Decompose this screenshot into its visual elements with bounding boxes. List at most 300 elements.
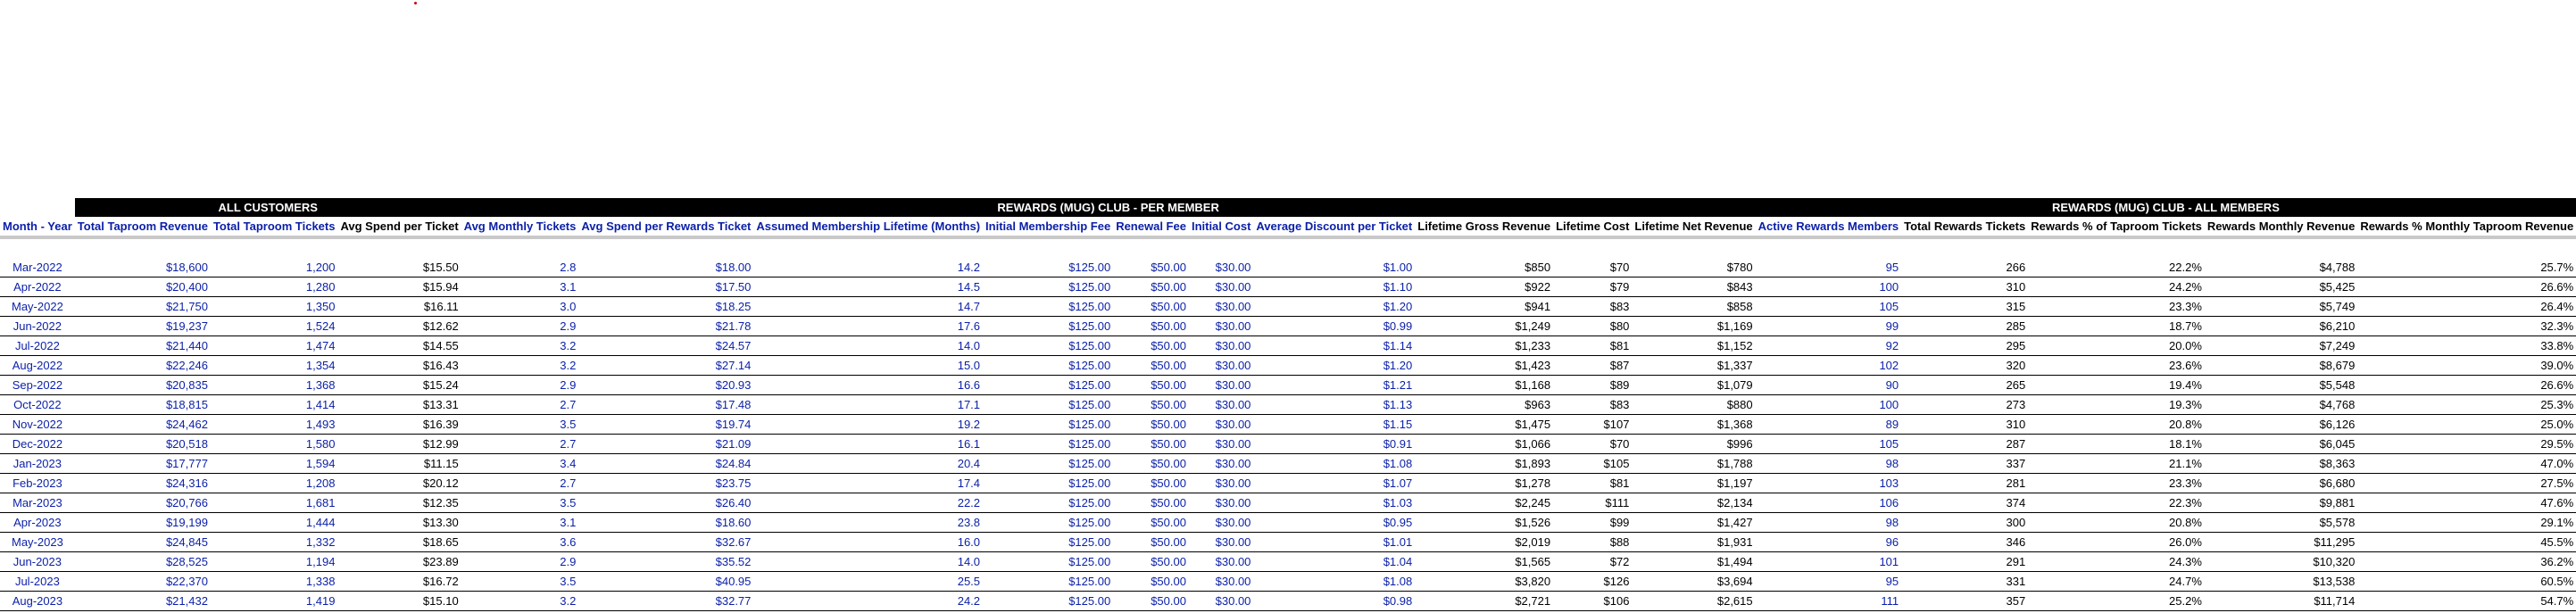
cell-rewards-pct-taproom-tickets[interactable]: 23.3% xyxy=(2028,297,2205,317)
cell-renewal-fee[interactable]: $50.00 xyxy=(1113,454,1189,474)
cell-initial-cost[interactable]: $30.00 xyxy=(1189,592,1253,611)
cell-avg-spend-per-rewards-ticket[interactable]: $19.74 xyxy=(578,415,753,435)
cell-lifetime-cost[interactable]: $106 xyxy=(1553,592,1632,611)
cell-assumed-membership-lifetime[interactable]: 16.1 xyxy=(753,435,983,454)
cell-average-discount-per-ticket[interactable]: $1.08 xyxy=(1253,454,1415,474)
cell-initial-cost[interactable]: $30.00 xyxy=(1189,533,1253,552)
cell-lifetime-gross-revenue[interactable]: $1,278 xyxy=(1415,474,1553,493)
cell-total-taproom-tickets[interactable]: 1,493 xyxy=(211,415,338,435)
cell-avg-spend-per-ticket[interactable]: $16.43 xyxy=(337,356,461,376)
cell-avg-spend-per-rewards-ticket[interactable]: $27.14 xyxy=(578,356,753,376)
cell-lifetime-gross-revenue[interactable]: $2,019 xyxy=(1415,533,1553,552)
cell-lifetime-net-revenue[interactable]: $1,494 xyxy=(1632,552,1755,572)
cell-rewards-pct-taproom-tickets[interactable]: 24.7% xyxy=(2028,572,2205,592)
cell-average-discount-per-ticket[interactable]: $1.07 xyxy=(1253,474,1415,493)
cell-rewards-pct-taproom-tickets[interactable]: 22.2% xyxy=(2028,258,2205,278)
cell-rewards-monthly-revenue[interactable]: $11,714 xyxy=(2205,592,2357,611)
cell-initial-membership-fee[interactable]: $125.00 xyxy=(983,278,1113,297)
cell-lifetime-net-revenue[interactable]: $1,427 xyxy=(1632,513,1755,533)
cell-rewards-monthly-revenue[interactable]: $6,126 xyxy=(2205,415,2357,435)
cell-rewards-pct-taproom-tickets[interactable]: 21.1% xyxy=(2028,454,2205,474)
cell-active-rewards-members[interactable]: 98 xyxy=(1756,454,1902,474)
cell-lifetime-net-revenue[interactable]: $2,134 xyxy=(1632,493,1755,513)
cell-initial-membership-fee[interactable]: $125.00 xyxy=(983,415,1113,435)
cell-initial-cost[interactable]: $30.00 xyxy=(1189,395,1253,415)
cell-initial-cost[interactable]: $30.00 xyxy=(1189,474,1253,493)
cell-initial-cost[interactable]: $30.00 xyxy=(1189,317,1253,336)
cell-rewards-pct-monthly-taproom-revenue[interactable]: 27.5% xyxy=(2357,474,2576,493)
cell-total-taproom-tickets[interactable]: 1,280 xyxy=(211,278,338,297)
cell-rewards-monthly-revenue[interactable]: $9,881 xyxy=(2205,493,2357,513)
cell-lifetime-gross-revenue[interactable]: $941 xyxy=(1415,297,1553,317)
cell-active-rewards-members[interactable]: 106 xyxy=(1756,493,1902,513)
cell-month-year[interactable]: Jul-2023 xyxy=(0,572,75,592)
cell-initial-membership-fee[interactable]: $125.00 xyxy=(983,395,1113,415)
cell-lifetime-gross-revenue[interactable]: $1,475 xyxy=(1415,415,1553,435)
cell-lifetime-cost[interactable]: $126 xyxy=(1553,572,1632,592)
cell-renewal-fee[interactable]: $50.00 xyxy=(1113,258,1189,278)
cell-avg-spend-per-rewards-ticket[interactable]: $24.84 xyxy=(578,454,753,474)
cell-renewal-fee[interactable]: $50.00 xyxy=(1113,356,1189,376)
cell-rewards-pct-monthly-taproom-revenue[interactable]: 47.0% xyxy=(2357,454,2576,474)
cell-lifetime-gross-revenue[interactable]: $2,721 xyxy=(1415,592,1553,611)
cell-avg-monthly-tickets[interactable]: 2.9 xyxy=(461,552,579,572)
cell-average-discount-per-ticket[interactable]: $1.08 xyxy=(1253,572,1415,592)
cell-rewards-pct-monthly-taproom-revenue[interactable]: 26.6% xyxy=(2357,278,2576,297)
cell-assumed-membership-lifetime[interactable]: 24.2 xyxy=(753,592,983,611)
cell-total-rewards-tickets[interactable]: 273 xyxy=(1901,395,2028,415)
cell-lifetime-cost[interactable]: $87 xyxy=(1553,356,1632,376)
cell-initial-membership-fee[interactable]: $125.00 xyxy=(983,592,1113,611)
cell-renewal-fee[interactable]: $50.00 xyxy=(1113,395,1189,415)
cell-assumed-membership-lifetime[interactable]: 14.2 xyxy=(753,258,983,278)
cell-total-rewards-tickets[interactable]: 374 xyxy=(1901,493,2028,513)
cell-rewards-pct-taproom-tickets[interactable]: 19.3% xyxy=(2028,395,2205,415)
cell-total-rewards-tickets[interactable]: 315 xyxy=(1901,297,2028,317)
cell-avg-spend-per-rewards-ticket[interactable]: $18.25 xyxy=(578,297,753,317)
cell-lifetime-gross-revenue[interactable]: $1,893 xyxy=(1415,454,1553,474)
cell-initial-membership-fee[interactable]: $125.00 xyxy=(983,454,1113,474)
cell-total-taproom-revenue[interactable]: $17,777 xyxy=(75,454,211,474)
cell-initial-cost[interactable]: $30.00 xyxy=(1189,258,1253,278)
cell-avg-spend-per-ticket[interactable]: $15.24 xyxy=(337,376,461,395)
cell-avg-spend-per-ticket[interactable]: $16.72 xyxy=(337,572,461,592)
cell-lifetime-net-revenue[interactable]: $2,615 xyxy=(1632,592,1755,611)
cell-lifetime-cost[interactable]: $99 xyxy=(1553,513,1632,533)
cell-avg-spend-per-ticket[interactable]: $11.15 xyxy=(337,454,461,474)
cell-avg-spend-per-rewards-ticket[interactable]: $35.52 xyxy=(578,552,753,572)
cell-rewards-pct-taproom-tickets[interactable]: 22.3% xyxy=(2028,493,2205,513)
cell-rewards-pct-monthly-taproom-revenue[interactable]: 32.3% xyxy=(2357,317,2576,336)
cell-total-rewards-tickets[interactable]: 281 xyxy=(1901,474,2028,493)
cell-lifetime-cost[interactable]: $70 xyxy=(1553,258,1632,278)
cell-total-rewards-tickets[interactable]: 357 xyxy=(1901,592,2028,611)
cell-avg-spend-per-rewards-ticket[interactable]: $40.95 xyxy=(578,572,753,592)
cell-avg-spend-per-rewards-ticket[interactable]: $18.00 xyxy=(578,258,753,278)
cell-rewards-pct-monthly-taproom-revenue[interactable]: 29.5% xyxy=(2357,435,2576,454)
cell-avg-monthly-tickets[interactable]: 3.2 xyxy=(461,356,579,376)
cell-assumed-membership-lifetime[interactable]: 23.8 xyxy=(753,513,983,533)
cell-total-taproom-tickets[interactable]: 1,200 xyxy=(211,258,338,278)
cell-lifetime-cost[interactable]: $70 xyxy=(1553,435,1632,454)
cell-rewards-pct-taproom-tickets[interactable]: 20.0% xyxy=(2028,336,2205,356)
cell-month-year[interactable]: Mar-2023 xyxy=(0,493,75,513)
cell-rewards-monthly-revenue[interactable]: $6,045 xyxy=(2205,435,2357,454)
cell-active-rewards-members[interactable]: 105 xyxy=(1756,297,1902,317)
cell-month-year[interactable]: Oct-2022 xyxy=(0,395,75,415)
cell-total-rewards-tickets[interactable]: 291 xyxy=(1901,552,2028,572)
cell-initial-cost[interactable]: $30.00 xyxy=(1189,376,1253,395)
cell-assumed-membership-lifetime[interactable]: 14.5 xyxy=(753,278,983,297)
cell-active-rewards-members[interactable]: 105 xyxy=(1756,435,1902,454)
cell-total-taproom-revenue[interactable]: $22,370 xyxy=(75,572,211,592)
cell-initial-cost[interactable]: $30.00 xyxy=(1189,297,1253,317)
cell-renewal-fee[interactable]: $50.00 xyxy=(1113,474,1189,493)
cell-avg-monthly-tickets[interactable]: 2.8 xyxy=(461,258,579,278)
cell-lifetime-net-revenue[interactable]: $843 xyxy=(1632,278,1755,297)
cell-month-year[interactable]: Aug-2022 xyxy=(0,356,75,376)
cell-total-taproom-tickets[interactable]: 1,368 xyxy=(211,376,338,395)
cell-total-taproom-revenue[interactable]: $19,237 xyxy=(75,317,211,336)
cell-rewards-pct-taproom-tickets[interactable]: 23.3% xyxy=(2028,474,2205,493)
cell-total-taproom-tickets[interactable]: 1,414 xyxy=(211,395,338,415)
cell-lifetime-gross-revenue[interactable]: $2,245 xyxy=(1415,493,1553,513)
cell-total-rewards-tickets[interactable]: 320 xyxy=(1901,356,2028,376)
cell-total-taproom-tickets[interactable]: 1,350 xyxy=(211,297,338,317)
cell-rewards-pct-monthly-taproom-revenue[interactable]: 45.5% xyxy=(2357,533,2576,552)
cell-renewal-fee[interactable]: $50.00 xyxy=(1113,336,1189,356)
cell-rewards-monthly-revenue[interactable]: $7,249 xyxy=(2205,336,2357,356)
cell-month-year[interactable]: Jun-2023 xyxy=(0,552,75,572)
cell-rewards-pct-taproom-tickets[interactable]: 19.4% xyxy=(2028,376,2205,395)
cell-rewards-pct-monthly-taproom-revenue[interactable]: 54.7% xyxy=(2357,592,2576,611)
cell-avg-spend-per-ticket[interactable]: $13.31 xyxy=(337,395,461,415)
cell-avg-spend-per-ticket[interactable]: $16.11 xyxy=(337,297,461,317)
cell-month-year[interactable]: Dec-2022 xyxy=(0,435,75,454)
cell-lifetime-net-revenue[interactable]: $780 xyxy=(1632,258,1755,278)
cell-lifetime-cost[interactable]: $80 xyxy=(1553,317,1632,336)
cell-rewards-pct-monthly-taproom-revenue[interactable]: 39.0% xyxy=(2357,356,2576,376)
cell-total-taproom-revenue[interactable]: $21,432 xyxy=(75,592,211,611)
cell-total-taproom-tickets[interactable]: 1,332 xyxy=(211,533,338,552)
cell-average-discount-per-ticket[interactable]: $1.21 xyxy=(1253,376,1415,395)
cell-lifetime-net-revenue[interactable]: $1,337 xyxy=(1632,356,1755,376)
cell-active-rewards-members[interactable]: 102 xyxy=(1756,356,1902,376)
cell-avg-spend-per-ticket[interactable]: $18.65 xyxy=(337,533,461,552)
cell-lifetime-net-revenue[interactable]: $1,079 xyxy=(1632,376,1755,395)
cell-total-taproom-revenue[interactable]: $22,246 xyxy=(75,356,211,376)
cell-avg-spend-per-rewards-ticket[interactable]: $21.78 xyxy=(578,317,753,336)
cell-average-discount-per-ticket[interactable]: $1.01 xyxy=(1253,533,1415,552)
cell-avg-monthly-tickets[interactable]: 3.2 xyxy=(461,592,579,611)
cell-total-rewards-tickets[interactable]: 287 xyxy=(1901,435,2028,454)
cell-avg-spend-per-ticket[interactable]: $16.39 xyxy=(337,415,461,435)
cell-avg-spend-per-ticket[interactable]: $15.10 xyxy=(337,592,461,611)
cell-lifetime-cost[interactable]: $88 xyxy=(1553,533,1632,552)
cell-rewards-monthly-revenue[interactable]: $5,578 xyxy=(2205,513,2357,533)
cell-total-taproom-revenue[interactable]: $20,518 xyxy=(75,435,211,454)
cell-rewards-pct-taproom-tickets[interactable]: 26.0% xyxy=(2028,533,2205,552)
cell-month-year[interactable]: Jul-2022 xyxy=(0,336,75,356)
cell-month-year[interactable]: Apr-2023 xyxy=(0,513,75,533)
cell-avg-monthly-tickets[interactable]: 3.2 xyxy=(461,336,579,356)
cell-assumed-membership-lifetime[interactable]: 25.5 xyxy=(753,572,983,592)
cell-rewards-monthly-revenue[interactable]: $4,768 xyxy=(2205,395,2357,415)
cell-rewards-pct-taproom-tickets[interactable]: 18.1% xyxy=(2028,435,2205,454)
cell-rewards-monthly-revenue[interactable]: $8,679 xyxy=(2205,356,2357,376)
cell-average-discount-per-ticket[interactable]: $0.91 xyxy=(1253,435,1415,454)
cell-lifetime-cost[interactable]: $79 xyxy=(1553,278,1632,297)
cell-renewal-fee[interactable]: $50.00 xyxy=(1113,572,1189,592)
cell-avg-spend-per-ticket[interactable]: $20.12 xyxy=(337,474,461,493)
cell-rewards-pct-monthly-taproom-revenue[interactable]: 47.6% xyxy=(2357,493,2576,513)
cell-initial-membership-fee[interactable]: $125.00 xyxy=(983,474,1113,493)
cell-avg-monthly-tickets[interactable]: 2.7 xyxy=(461,435,579,454)
cell-assumed-membership-lifetime[interactable]: 17.4 xyxy=(753,474,983,493)
cell-total-taproom-revenue[interactable]: $18,600 xyxy=(75,258,211,278)
cell-average-discount-per-ticket[interactable]: $1.15 xyxy=(1253,415,1415,435)
cell-total-taproom-revenue[interactable]: $24,316 xyxy=(75,474,211,493)
cell-average-discount-per-ticket[interactable]: $0.99 xyxy=(1253,317,1415,336)
cell-initial-cost[interactable]: $30.00 xyxy=(1189,572,1253,592)
cell-rewards-monthly-revenue[interactable]: $5,548 xyxy=(2205,376,2357,395)
cell-renewal-fee[interactable]: $50.00 xyxy=(1113,493,1189,513)
cell-lifetime-net-revenue[interactable]: $1,788 xyxy=(1632,454,1755,474)
cell-initial-cost[interactable]: $30.00 xyxy=(1189,493,1253,513)
cell-avg-spend-per-rewards-ticket[interactable]: $17.50 xyxy=(578,278,753,297)
cell-total-taproom-tickets[interactable]: 1,681 xyxy=(211,493,338,513)
cell-initial-cost[interactable]: $30.00 xyxy=(1189,454,1253,474)
cell-avg-spend-per-ticket[interactable]: $12.99 xyxy=(337,435,461,454)
cell-assumed-membership-lifetime[interactable]: 14.0 xyxy=(753,552,983,572)
cell-active-rewards-members[interactable]: 96 xyxy=(1756,533,1902,552)
cell-active-rewards-members[interactable]: 100 xyxy=(1756,395,1902,415)
cell-initial-membership-fee[interactable]: $125.00 xyxy=(983,317,1113,336)
cell-total-taproom-revenue[interactable]: $20,400 xyxy=(75,278,211,297)
cell-total-rewards-tickets[interactable]: 310 xyxy=(1901,415,2028,435)
cell-renewal-fee[interactable]: $50.00 xyxy=(1113,415,1189,435)
cell-total-taproom-revenue[interactable]: $18,815 xyxy=(75,395,211,415)
cell-avg-spend-per-rewards-ticket[interactable]: $32.77 xyxy=(578,592,753,611)
cell-total-taproom-tickets[interactable]: 1,354 xyxy=(211,356,338,376)
cell-rewards-pct-taproom-tickets[interactable]: 24.3% xyxy=(2028,552,2205,572)
cell-initial-membership-fee[interactable]: $125.00 xyxy=(983,513,1113,533)
cell-renewal-fee[interactable]: $50.00 xyxy=(1113,592,1189,611)
cell-rewards-pct-taproom-tickets[interactable]: 23.6% xyxy=(2028,356,2205,376)
cell-lifetime-cost[interactable]: $81 xyxy=(1553,474,1632,493)
cell-total-taproom-revenue[interactable]: $24,462 xyxy=(75,415,211,435)
cell-avg-spend-per-ticket[interactable]: $15.50 xyxy=(337,258,461,278)
cell-avg-spend-per-ticket[interactable]: $14.55 xyxy=(337,336,461,356)
cell-avg-spend-per-rewards-ticket[interactable]: $32.67 xyxy=(578,533,753,552)
cell-lifetime-cost[interactable]: $72 xyxy=(1553,552,1632,572)
cell-rewards-monthly-revenue[interactable]: $4,788 xyxy=(2205,258,2357,278)
cell-avg-monthly-tickets[interactable]: 3.4 xyxy=(461,454,579,474)
cell-initial-membership-fee[interactable]: $125.00 xyxy=(983,336,1113,356)
cell-lifetime-gross-revenue[interactable]: $1,423 xyxy=(1415,356,1553,376)
cell-total-taproom-tickets[interactable]: 1,338 xyxy=(211,572,338,592)
cell-initial-cost[interactable]: $30.00 xyxy=(1189,552,1253,572)
cell-assumed-membership-lifetime[interactable]: 14.7 xyxy=(753,297,983,317)
cell-initial-cost[interactable]: $30.00 xyxy=(1189,336,1253,356)
cell-lifetime-cost[interactable]: $83 xyxy=(1553,395,1632,415)
cell-avg-spend-per-rewards-ticket[interactable]: $20.93 xyxy=(578,376,753,395)
cell-total-taproom-tickets[interactable]: 1,194 xyxy=(211,552,338,572)
cell-renewal-fee[interactable]: $50.00 xyxy=(1113,278,1189,297)
cell-total-taproom-tickets[interactable]: 1,594 xyxy=(211,454,338,474)
cell-renewal-fee[interactable]: $50.00 xyxy=(1113,297,1189,317)
cell-assumed-membership-lifetime[interactable]: 20.4 xyxy=(753,454,983,474)
cell-avg-spend-per-rewards-ticket[interactable]: $21.09 xyxy=(578,435,753,454)
cell-initial-membership-fee[interactable]: $125.00 xyxy=(983,572,1113,592)
cell-initial-membership-fee[interactable]: $125.00 xyxy=(983,552,1113,572)
cell-assumed-membership-lifetime[interactable]: 17.1 xyxy=(753,395,983,415)
cell-active-rewards-members[interactable]: 98 xyxy=(1756,513,1902,533)
cell-avg-monthly-tickets[interactable]: 2.9 xyxy=(461,317,579,336)
cell-average-discount-per-ticket[interactable]: $1.20 xyxy=(1253,297,1415,317)
cell-avg-spend-per-rewards-ticket[interactable]: $18.60 xyxy=(578,513,753,533)
cell-lifetime-cost[interactable]: $81 xyxy=(1553,336,1632,356)
cell-renewal-fee[interactable]: $50.00 xyxy=(1113,317,1189,336)
cell-avg-monthly-tickets[interactable]: 3.5 xyxy=(461,493,579,513)
cell-initial-membership-fee[interactable]: $125.00 xyxy=(983,297,1113,317)
cell-initial-membership-fee[interactable]: $125.00 xyxy=(983,533,1113,552)
cell-average-discount-per-ticket[interactable]: $1.00 xyxy=(1253,258,1415,278)
cell-lifetime-net-revenue[interactable]: $3,694 xyxy=(1632,572,1755,592)
cell-initial-cost[interactable]: $30.00 xyxy=(1189,415,1253,435)
cell-total-taproom-tickets[interactable]: 1,444 xyxy=(211,513,338,533)
cell-rewards-pct-monthly-taproom-revenue[interactable]: 25.0% xyxy=(2357,415,2576,435)
cell-rewards-pct-monthly-taproom-revenue[interactable]: 25.7% xyxy=(2357,258,2576,278)
cell-lifetime-cost[interactable]: $111 xyxy=(1553,493,1632,513)
cell-rewards-pct-monthly-taproom-revenue[interactable]: 29.1% xyxy=(2357,513,2576,533)
cell-rewards-monthly-revenue[interactable]: $6,210 xyxy=(2205,317,2357,336)
cell-renewal-fee[interactable]: $50.00 xyxy=(1113,533,1189,552)
cell-rewards-monthly-revenue[interactable]: $5,749 xyxy=(2205,297,2357,317)
cell-active-rewards-members[interactable]: 90 xyxy=(1756,376,1902,395)
cell-avg-spend-per-ticket[interactable]: $12.35 xyxy=(337,493,461,513)
cell-lifetime-gross-revenue[interactable]: $922 xyxy=(1415,278,1553,297)
cell-avg-spend-per-rewards-ticket[interactable]: $26.40 xyxy=(578,493,753,513)
cell-lifetime-net-revenue[interactable]: $880 xyxy=(1632,395,1755,415)
cell-lifetime-net-revenue[interactable]: $1,368 xyxy=(1632,415,1755,435)
cell-initial-cost[interactable]: $30.00 xyxy=(1189,356,1253,376)
cell-lifetime-cost[interactable]: $107 xyxy=(1553,415,1632,435)
cell-renewal-fee[interactable]: $50.00 xyxy=(1113,513,1189,533)
cell-month-year[interactable]: Nov-2022 xyxy=(0,415,75,435)
cell-total-taproom-revenue[interactable]: $20,835 xyxy=(75,376,211,395)
cell-rewards-pct-monthly-taproom-revenue[interactable]: 36.2% xyxy=(2357,552,2576,572)
cell-lifetime-cost[interactable]: $83 xyxy=(1553,297,1632,317)
cell-assumed-membership-lifetime[interactable]: 16.0 xyxy=(753,533,983,552)
cell-initial-membership-fee[interactable]: $125.00 xyxy=(983,435,1113,454)
cell-rewards-pct-monthly-taproom-revenue[interactable]: 33.8% xyxy=(2357,336,2576,356)
cell-month-year[interactable]: Sep-2022 xyxy=(0,376,75,395)
cell-avg-monthly-tickets[interactable]: 3.5 xyxy=(461,415,579,435)
cell-total-taproom-revenue[interactable]: $20,766 xyxy=(75,493,211,513)
cell-lifetime-gross-revenue[interactable]: $850 xyxy=(1415,258,1553,278)
cell-total-taproom-tickets[interactable]: 1,208 xyxy=(211,474,338,493)
cell-initial-cost[interactable]: $30.00 xyxy=(1189,435,1253,454)
cell-avg-spend-per-rewards-ticket[interactable]: $24.57 xyxy=(578,336,753,356)
cell-active-rewards-members[interactable]: 99 xyxy=(1756,317,1902,336)
cell-assumed-membership-lifetime[interactable]: 14.0 xyxy=(753,336,983,356)
cell-month-year[interactable]: Jun-2022 xyxy=(0,317,75,336)
cell-active-rewards-members[interactable]: 95 xyxy=(1756,258,1902,278)
cell-initial-cost[interactable]: $30.00 xyxy=(1189,278,1253,297)
cell-lifetime-net-revenue[interactable]: $858 xyxy=(1632,297,1755,317)
cell-rewards-monthly-revenue[interactable]: $6,680 xyxy=(2205,474,2357,493)
cell-lifetime-gross-revenue[interactable]: $1,066 xyxy=(1415,435,1553,454)
cell-lifetime-cost[interactable]: $105 xyxy=(1553,454,1632,474)
cell-total-taproom-revenue[interactable]: $19,199 xyxy=(75,513,211,533)
cell-month-year[interactable]: Aug-2023 xyxy=(0,592,75,611)
cell-lifetime-net-revenue[interactable]: $1,931 xyxy=(1632,533,1755,552)
cell-avg-monthly-tickets[interactable]: 2.7 xyxy=(461,395,579,415)
cell-rewards-pct-taproom-tickets[interactable]: 24.2% xyxy=(2028,278,2205,297)
cell-lifetime-net-revenue[interactable]: $1,197 xyxy=(1632,474,1755,493)
cell-rewards-monthly-revenue[interactable]: $11,295 xyxy=(2205,533,2357,552)
cell-total-taproom-revenue[interactable]: $24,845 xyxy=(75,533,211,552)
cell-average-discount-per-ticket[interactable]: $1.10 xyxy=(1253,278,1415,297)
cell-active-rewards-members[interactable]: 89 xyxy=(1756,415,1902,435)
cell-avg-monthly-tickets[interactable]: 3.0 xyxy=(461,297,579,317)
cell-month-year[interactable]: Apr-2022 xyxy=(0,278,75,297)
cell-avg-monthly-tickets[interactable]: 3.1 xyxy=(461,278,579,297)
cell-avg-monthly-tickets[interactable]: 2.7 xyxy=(461,474,579,493)
cell-average-discount-per-ticket[interactable]: $0.98 xyxy=(1253,592,1415,611)
cell-total-taproom-tickets[interactable]: 1,474 xyxy=(211,336,338,356)
cell-active-rewards-members[interactable]: 95 xyxy=(1756,572,1902,592)
cell-rewards-monthly-revenue[interactable]: $13,538 xyxy=(2205,572,2357,592)
cell-lifetime-net-revenue[interactable]: $1,152 xyxy=(1632,336,1755,356)
cell-average-discount-per-ticket[interactable]: $1.03 xyxy=(1253,493,1415,513)
cell-total-taproom-tickets[interactable]: 1,419 xyxy=(211,592,338,611)
cell-assumed-membership-lifetime[interactable]: 16.6 xyxy=(753,376,983,395)
cell-average-discount-per-ticket[interactable]: $1.04 xyxy=(1253,552,1415,572)
cell-total-rewards-tickets[interactable]: 285 xyxy=(1901,317,2028,336)
cell-total-taproom-revenue[interactable]: $28,525 xyxy=(75,552,211,572)
cell-avg-spend-per-rewards-ticket[interactable]: $23.75 xyxy=(578,474,753,493)
cell-average-discount-per-ticket[interactable]: $1.20 xyxy=(1253,356,1415,376)
cell-initial-membership-fee[interactable]: $125.00 xyxy=(983,376,1113,395)
cell-total-taproom-revenue[interactable]: $21,750 xyxy=(75,297,211,317)
cell-lifetime-gross-revenue[interactable]: $963 xyxy=(1415,395,1553,415)
cell-avg-monthly-tickets[interactable]: 3.5 xyxy=(461,572,579,592)
cell-rewards-pct-taproom-tickets[interactable]: 20.8% xyxy=(2028,513,2205,533)
cell-assumed-membership-lifetime[interactable]: 22.2 xyxy=(753,493,983,513)
cell-total-rewards-tickets[interactable]: 266 xyxy=(1901,258,2028,278)
cell-rewards-pct-taproom-tickets[interactable]: 20.8% xyxy=(2028,415,2205,435)
cell-average-discount-per-ticket[interactable]: $0.95 xyxy=(1253,513,1415,533)
cell-total-rewards-tickets[interactable]: 265 xyxy=(1901,376,2028,395)
cell-lifetime-net-revenue[interactable]: $1,169 xyxy=(1632,317,1755,336)
cell-rewards-pct-monthly-taproom-revenue[interactable]: 26.6% xyxy=(2357,376,2576,395)
cell-total-taproom-tickets[interactable]: 1,524 xyxy=(211,317,338,336)
cell-total-rewards-tickets[interactable]: 300 xyxy=(1901,513,2028,533)
cell-initial-membership-fee[interactable]: $125.00 xyxy=(983,258,1113,278)
cell-initial-membership-fee[interactable]: $125.00 xyxy=(983,493,1113,513)
cell-total-rewards-tickets[interactable]: 310 xyxy=(1901,278,2028,297)
cell-avg-spend-per-ticket[interactable]: $23.89 xyxy=(337,552,461,572)
cell-rewards-monthly-revenue[interactable]: $10,320 xyxy=(2205,552,2357,572)
cell-rewards-pct-monthly-taproom-revenue[interactable]: 26.4% xyxy=(2357,297,2576,317)
cell-renewal-fee[interactable]: $50.00 xyxy=(1113,435,1189,454)
cell-avg-monthly-tickets[interactable]: 3.6 xyxy=(461,533,579,552)
cell-lifetime-cost[interactable]: $89 xyxy=(1553,376,1632,395)
cell-lifetime-gross-revenue[interactable]: $3,820 xyxy=(1415,572,1553,592)
cell-total-rewards-tickets[interactable]: 337 xyxy=(1901,454,2028,474)
